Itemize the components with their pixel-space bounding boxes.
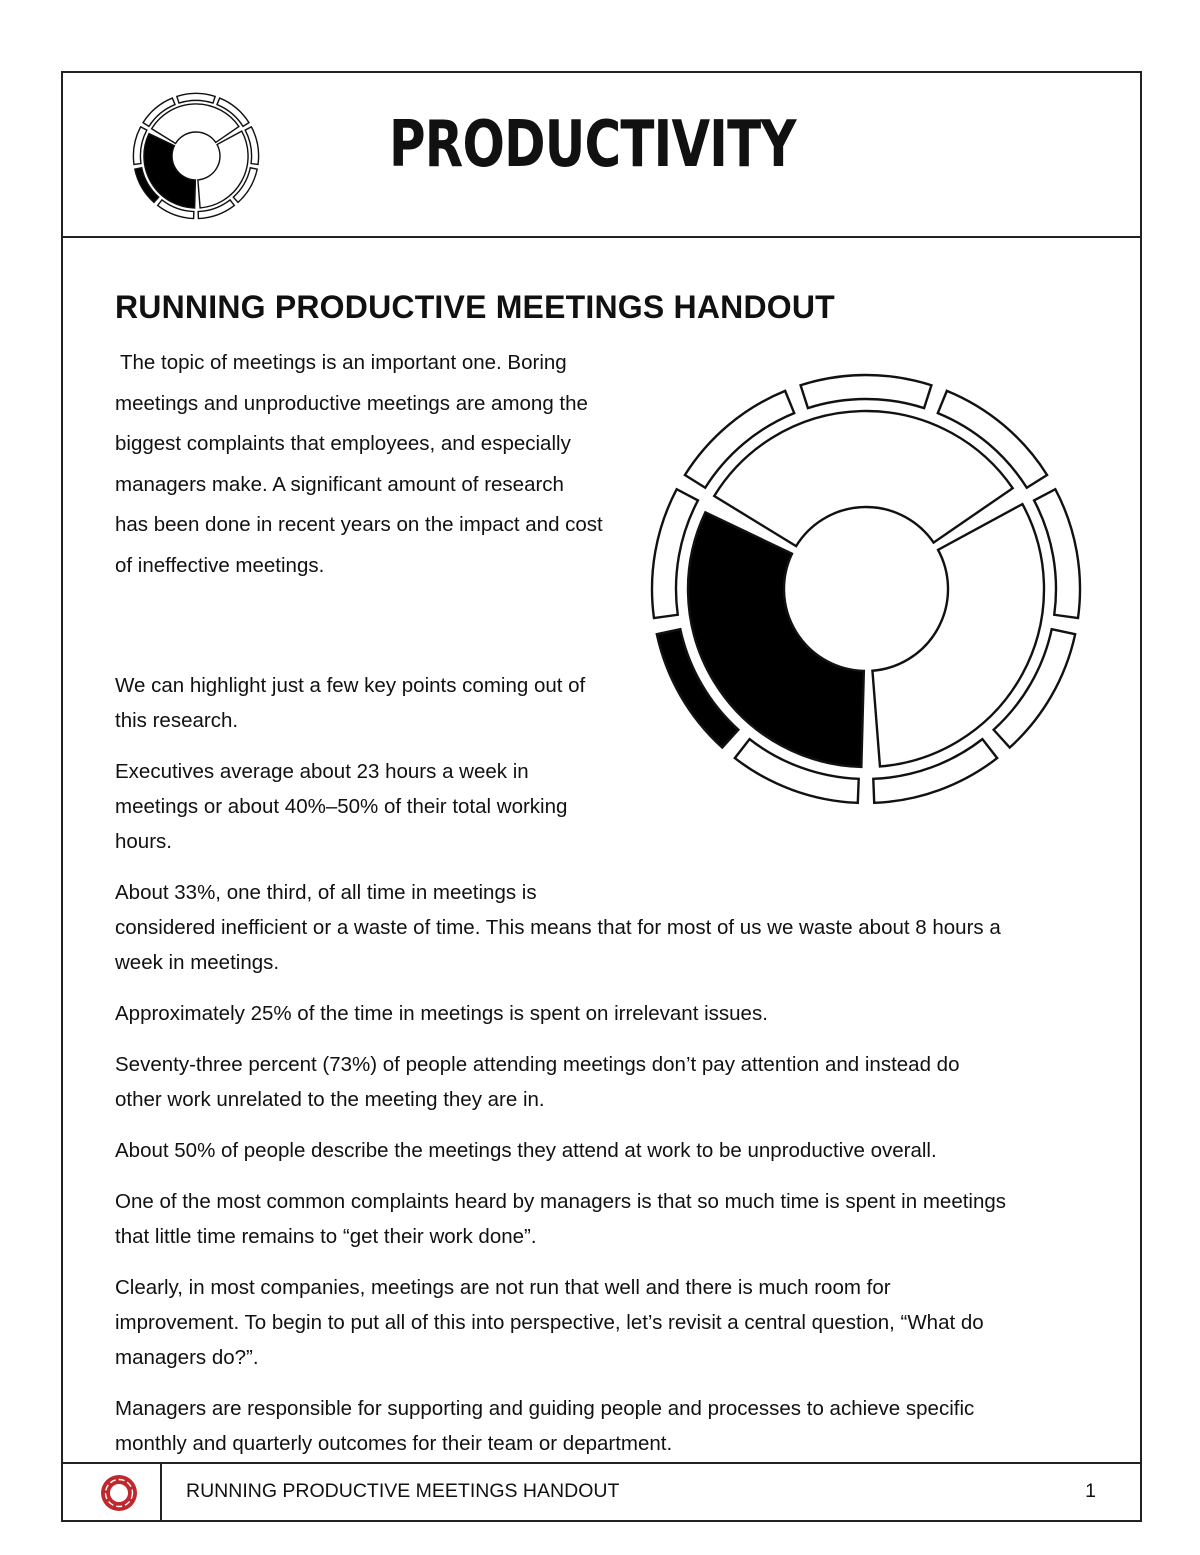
text-line: Managers are responsible for supporting and guiding people and processes to achieve specific — [115, 1397, 975, 1420]
footer-divider — [160, 1464, 162, 1520]
footer-title: RUNNING PRODUCTIVE MEETINGS HANDOUT — [186, 1480, 620, 1502]
text-line: Clearly, in most companies, meetings are not run that well and there is much room for — [115, 1276, 891, 1299]
text-line: One of the most common complaints heard by managers is that so much time is spent in meetings — [115, 1190, 1007, 1213]
text-line: Approximately 25% of the time in meetings is spent on irrelevant issues. — [115, 1002, 768, 1025]
text-line: other work unrelated to the meeting they are in. — [115, 1088, 545, 1111]
attention-paragraph — [115, 1047, 959, 1117]
executives-paragraph — [115, 754, 567, 859]
text-line: monthly and quarterly outcomes for their team or department. — [115, 1432, 673, 1455]
text-line: of ineffective meetings. — [115, 553, 325, 577]
managers-paragraph — [115, 1391, 974, 1461]
text-line: has been done in recent years on the impact and cost — [115, 513, 603, 536]
outer-segment — [177, 93, 215, 103]
text-line: improvement. To begin to put all of this into perspective, let’s revisit a central question, “What do — [115, 1311, 984, 1334]
intro-paragraph — [115, 343, 645, 586]
text-line: meetings and unproductive meetings are among the — [115, 391, 588, 415]
complaints-paragraph — [115, 1184, 1006, 1254]
one-third-paragraph — [115, 875, 1001, 980]
red-ring-logo-icon — [99, 1473, 139, 1513]
page-footer — [63, 1462, 1140, 1520]
page-number: 1 — [1085, 1480, 1096, 1502]
irrelevant-paragraph — [115, 996, 768, 1031]
segmented-ring-logo-icon — [131, 91, 261, 221]
text-line: week in meetings. — [115, 951, 280, 974]
text-line: biggest complaints that employees, and especially — [115, 432, 571, 455]
clearly-paragraph — [115, 1270, 984, 1375]
unproductive-paragraph — [115, 1133, 937, 1168]
text-line: meetings or about 40%–50% of their total working — [115, 795, 568, 818]
text-line: this research. — [115, 709, 239, 732]
text-line: About 50% of people describe the meetings they attend at work to be unproductive overall. — [115, 1139, 937, 1162]
text-line: We can highlight just a few key points coming out of — [115, 674, 586, 697]
text-line: that little time remains to “get their work done”. — [115, 1225, 537, 1248]
text-line: Executives average about 23 hours a week in — [115, 760, 529, 783]
highlight-paragraph — [115, 668, 585, 738]
header-title: PRODUCTIVITY — [389, 108, 796, 182]
text-line: About 33%, one third, of all time in meetings is — [115, 881, 537, 904]
text-line: hours. — [115, 830, 172, 853]
document-title: RUNNING PRODUCTIVE MEETINGS HANDOUT — [115, 289, 835, 325]
document-body — [115, 289, 1075, 1455]
text-line: Seventy-three percent (73%) of people attending meetings don’t pay attention and instead do — [115, 1053, 960, 1076]
outer-segment — [801, 375, 932, 408]
text-line: considered inefficient or a waste of time. This means that for most of us we waste about 8 hours a — [115, 916, 1001, 939]
text-line: managers do?”. — [115, 1346, 259, 1369]
text-line: managers make. A significant amount of research — [115, 472, 564, 496]
page-header — [63, 73, 1140, 238]
text-line: The topic of meetings is an important one. Boring — [120, 351, 567, 374]
segmented-ring-diagram-icon — [646, 369, 1086, 809]
